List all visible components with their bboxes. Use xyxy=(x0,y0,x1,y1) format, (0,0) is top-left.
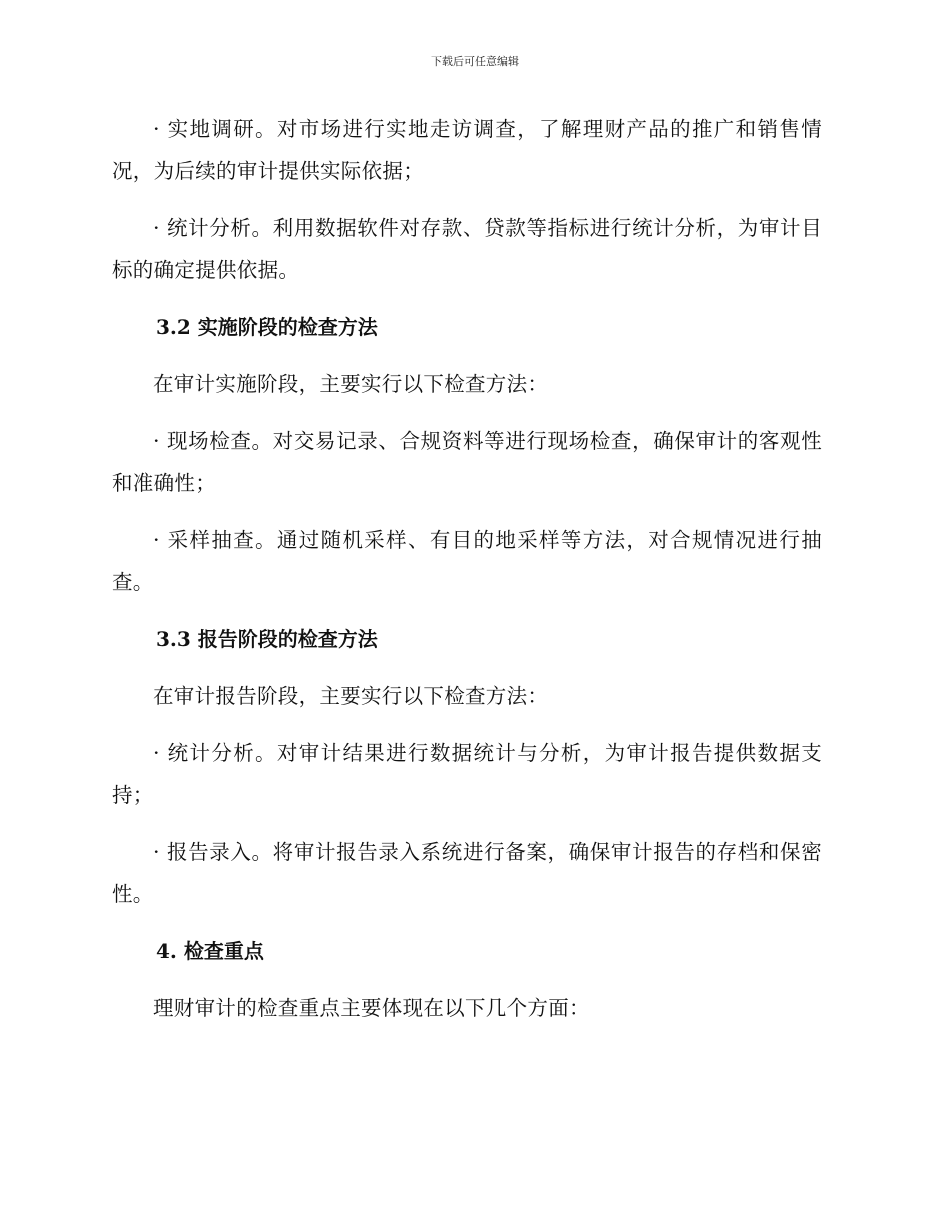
bullet-field-research: · 实地调研。对市场进行实地走访调查，了解理财产品的推广和销售情况，为后续的审计提供实际依据； xyxy=(112,117,822,183)
bullet-report-entry: · 报告录入。将审计报告录入系统进行备案，确保审计报告的存档和保密性。 xyxy=(112,840,822,906)
heading-3-2: 3.2 实施阶段的检查方法 xyxy=(156,315,378,339)
document-body xyxy=(112,108,822,1044)
page-header: 下载后可任意编辑 xyxy=(431,55,519,68)
bullet-sampling: · 采样抽查。通过随机采样、有目的地采样等方法，对合规情况进行抽查。 xyxy=(112,528,822,594)
intro-4: 理财审计的检查重点主要体现在以下几个方面： xyxy=(153,996,590,1020)
intro-3-3: 在审计报告阶段，主要实行以下检查方法： xyxy=(153,684,549,708)
heading-4: 4. 检查重点 xyxy=(156,939,264,963)
intro-3-2: 在审计实施阶段，主要实行以下检查方法： xyxy=(153,372,549,396)
heading-3-3: 3.3 报告阶段的检查方法 xyxy=(156,627,378,651)
bullet-onsite-check: · 现场检查。对交易记录、合规资料等进行现场检查，确保审计的客观性和准确性； xyxy=(112,429,822,495)
bullet-statistical-analysis-planning: · 统计分析。利用数据软件对存款、贷款等指标进行统计分析，为审计目标的确定提供依据。 xyxy=(112,216,822,282)
bullet-statistical-analysis-report: · 统计分析。对审计结果进行数据统计与分析，为审计报告提供数据支持； xyxy=(112,741,822,807)
